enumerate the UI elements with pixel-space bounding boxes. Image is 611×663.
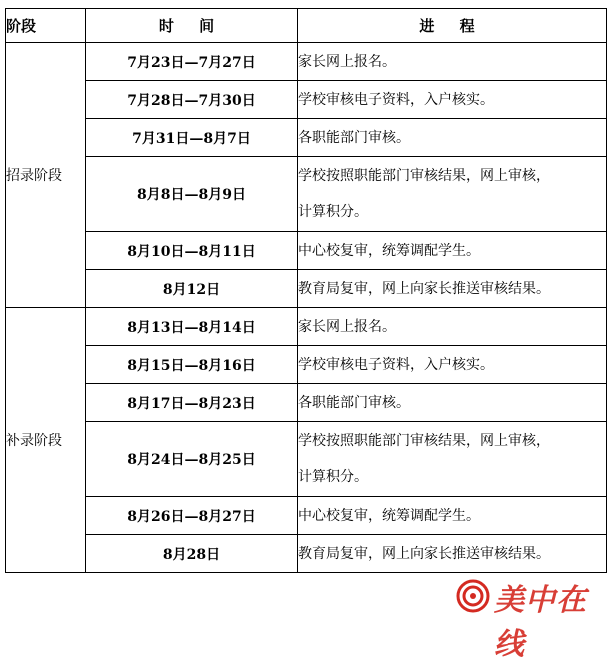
time-cell: 7月23日—7月27日 xyxy=(86,43,298,81)
table-row xyxy=(6,384,607,422)
table-row xyxy=(6,535,607,573)
progress-line: 计算积分。 xyxy=(298,469,368,485)
time-cell: 8月28日 xyxy=(86,535,298,573)
progress-line: 学校按照职能部门审核结果，网上审核， xyxy=(298,433,550,449)
progress-cell xyxy=(298,119,607,157)
header-stage: 阶段 xyxy=(6,9,86,43)
progress-cell xyxy=(298,497,607,535)
stage-cell: 补录阶段 xyxy=(6,308,86,573)
watermark-text: 美中在线 xyxy=(494,583,587,662)
progress-line: 家长网上报名。 xyxy=(298,318,396,335)
progress-cell xyxy=(298,346,607,384)
logo-swirl-icon xyxy=(456,579,490,613)
progress-line: 中心校复审，统筹调配学生。 xyxy=(298,242,480,259)
table-row xyxy=(6,119,607,157)
table-row xyxy=(6,422,607,497)
progress-cell xyxy=(298,232,607,270)
time-cell: 8月15日—8月16日 xyxy=(86,346,298,384)
progress-cell xyxy=(298,308,607,346)
table-row xyxy=(6,232,607,270)
progress-line: 教育局复审，网上向家长推送审核结果。 xyxy=(298,280,550,297)
table-row xyxy=(6,43,607,81)
progress-line: 各职能部门审核。 xyxy=(298,129,410,146)
progress-line: 学校审核电子资料，入户核实。 xyxy=(298,356,494,373)
progress-cell xyxy=(298,422,607,497)
header-row xyxy=(6,9,607,43)
progress-line: 学校审核电子资料，入户核实。 xyxy=(298,91,494,108)
progress-line: 教育局复审，网上向家长推送审核结果。 xyxy=(298,545,550,562)
time-cell: 8月10日—8月11日 xyxy=(86,232,298,270)
table-row xyxy=(6,497,607,535)
watermark xyxy=(456,575,608,662)
progress-cell xyxy=(298,535,607,573)
time-cell: 8月12日 xyxy=(86,270,298,308)
progress-cell xyxy=(298,81,607,119)
time-cell: 8月24日—8月25日 xyxy=(86,422,298,497)
schedule-table xyxy=(5,8,607,573)
progress-line: 中心校复审，统筹调配学生。 xyxy=(298,507,480,524)
header-time: 时 间 xyxy=(86,9,298,43)
progress-line: 学校按照职能部门审核结果，网上审核， xyxy=(298,168,550,184)
time-cell: 8月17日—8月23日 xyxy=(86,384,298,422)
stage-cell: 招录阶段 xyxy=(6,43,86,308)
time-cell: 8月8日—8月9日 xyxy=(86,157,298,232)
progress-cell xyxy=(298,270,607,308)
progress-cell xyxy=(298,43,607,81)
progress-line: 家长网上报名。 xyxy=(298,53,396,70)
progress-cell xyxy=(298,384,607,422)
time-cell: 8月13日—8月14日 xyxy=(86,308,298,346)
progress-line: 计算积分。 xyxy=(298,204,368,220)
time-cell: 7月28日—7月30日 xyxy=(86,81,298,119)
progress-line: 各职能部门审核。 xyxy=(298,394,410,411)
table-row xyxy=(6,346,607,384)
table-row xyxy=(6,157,607,232)
table-row xyxy=(6,308,607,346)
time-cell: 7月31日—8月7日 xyxy=(86,119,298,157)
progress-cell xyxy=(298,157,607,232)
table-row xyxy=(6,81,607,119)
time-cell: 8月26日—8月27日 xyxy=(86,497,298,535)
table-row xyxy=(6,270,607,308)
header-progress: 进 程 xyxy=(298,9,607,43)
